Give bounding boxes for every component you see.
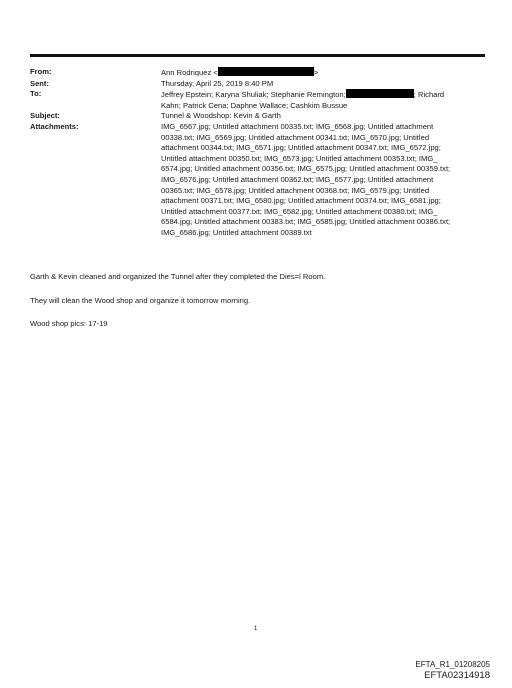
to-recipients-b: ; Richard	[413, 90, 445, 100]
page-number: 1	[254, 626, 258, 632]
to-recipients-a: Jeffrey Epstein; Karyna Shuliak; Stephanie Remington;	[161, 90, 346, 100]
attachments-line: attachment 00344.txt; IMG_6571.jpg; Untitled attachment 00347.txt; IMG_6572.jpg;	[161, 143, 441, 153]
email-header	[30, 67, 485, 239]
attachments-row	[30, 122, 485, 239]
subject-row	[30, 111, 485, 122]
subject-value: Tunnel & Woodshop: Kevin & Garth	[161, 111, 281, 121]
from-name: Ann Rodriquez <	[161, 68, 218, 77]
sent-label: Sent:	[30, 78, 49, 88]
from-value	[161, 67, 485, 79]
from-close: >	[313, 68, 319, 77]
bates-stamp	[415, 660, 490, 681]
to-line-1	[161, 89, 485, 101]
attachments-line: Untitled attachment 00377.txt; IMG_6582.jpg; Untitled attachment 00380.txt; IMG_	[161, 206, 438, 216]
sent-value: Thursday, April 25, 2019 8:40 PM	[161, 78, 274, 88]
from-row	[30, 67, 485, 79]
attachments-line: 00365.txt; IMG_6578.jpg; Untitled attachment 00368.txt; IMG_6579.jpg; Untitled	[161, 185, 430, 195]
body-paragraph: Garth & Kevin cleaned and organized the Tunnel after they completed the Dies=l Room.	[30, 272, 326, 281]
to-value	[161, 89, 485, 111]
from-label: From:	[30, 67, 52, 76]
subject-label: Subject:	[30, 111, 60, 121]
attachments-line: Untitled attachment 00350.txt; IMG_6573.jpg; Untitled attachment 00353.txt; IMG_	[161, 153, 438, 163]
attachments-label: Attachments:	[30, 121, 79, 131]
attachments-line: IMG_6586.jpg; Untitled attachment 00389.txt	[161, 227, 312, 237]
attachments-list	[161, 122, 485, 239]
to-label: To:	[30, 89, 42, 99]
attachments-line: IMG_6567.jpg; Untitled attachment 00335.txt; IMG_6568.jpg; Untitled attachment	[161, 121, 434, 131]
email-body	[30, 272, 485, 343]
to-line-2: Kahn; Patrick Cena; Daphne Wallace; Cashkim Bussue	[161, 100, 348, 110]
redaction-box	[218, 67, 314, 76]
bates-id-secondary: EFTA02314918	[424, 670, 490, 681]
body-paragraph: They will clean the Wood shop and organize it tomorrow morning.	[30, 295, 251, 305]
attachments-line: 6574.jpg; Untitled attachment 00356.txt; IMG_6575.jpg; Untitled attachment 00359.txt;	[161, 164, 451, 174]
to-row	[30, 89, 485, 111]
sent-row	[30, 79, 485, 90]
attachments-line: 6584.jpg; Untitled attachment 00383.txt; IMG_6585.jpg; Untitled attachment 00386.txt;	[161, 217, 451, 227]
body-paragraph: Wood shop pics: 17-19	[30, 319, 108, 329]
attachments-line: attachment 00371.txt; IMG_6580.jpg; Untitled attachment 00374.txt; IMG_6581.jpg;	[161, 196, 441, 206]
attachments-line: 00338.txt; IMG_6569.jpg; Untitled attachment 00341.txt; IMG_6570.jpg; Untitled	[161, 132, 430, 142]
bates-id-primary: EFTA_R1_01208205	[415, 660, 490, 669]
redaction-box	[346, 89, 414, 98]
header-divider	[30, 54, 485, 57]
attachments-line: IMG_6576.jpg; Untitled attachment 00362.txt; IMG_6577.jpg; Untitled attachment	[161, 174, 434, 184]
